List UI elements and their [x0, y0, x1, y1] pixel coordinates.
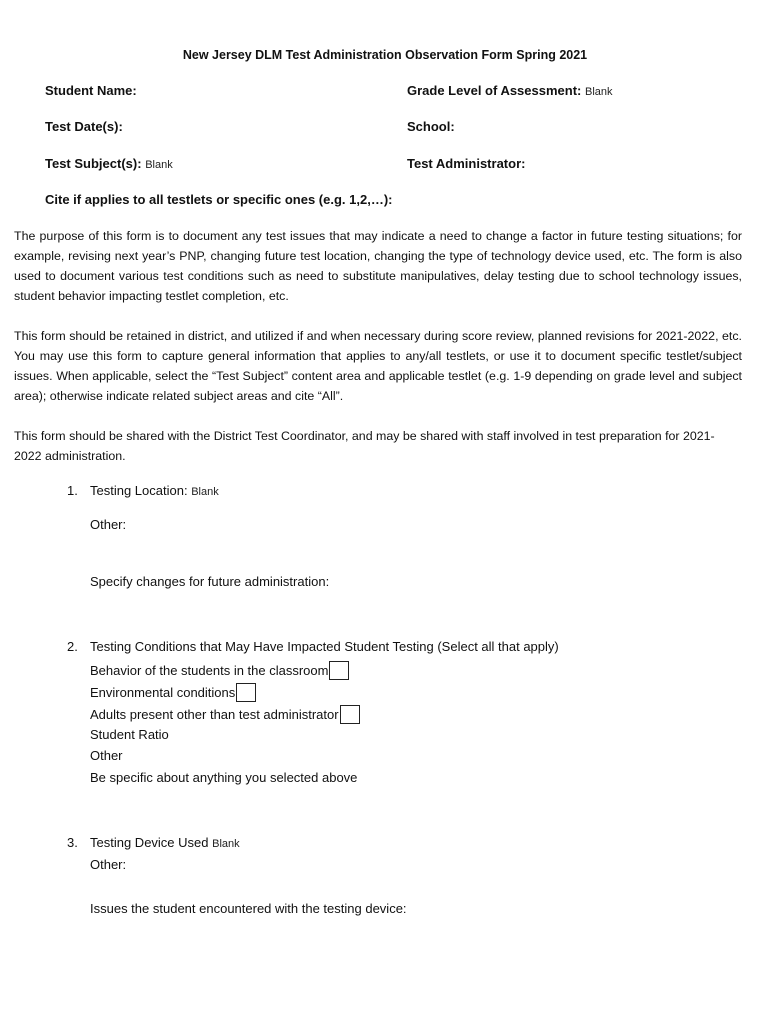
test-subjects-value[interactable]: Blank [145, 159, 173, 171]
cite-testlets-field[interactable]: Cite if applies to all testlets or specific ones (e.g. 1,2,…): [45, 192, 393, 207]
student-name-field[interactable]: Student Name: [45, 83, 137, 98]
behavior-checkbox[interactable] [329, 661, 349, 680]
retention-paragraph: This form should be retained in district, and utilized if and when necessary during score review, planned revisions for 2021-2022, etc. You may use this form to capture general information that applies to any/all testlets, or use it to document specific testlet/subject issues. When applicable, select the “Test Subject” content area and applicable testlet (e.g. 1-9 depending on grade level and subject area); otherwise indicate related subject areas and cite “All”. [14, 329, 742, 403]
condition-option[interactable] [90, 661, 349, 680]
student-name-label: Student Name [45, 83, 133, 98]
testing-device-value[interactable]: Blank [212, 838, 240, 850]
test-administrator-field[interactable]: Test Administrator: [407, 156, 526, 171]
testing-device-other[interactable]: Other: [90, 857, 127, 872]
testing-location-field[interactable] [90, 483, 219, 498]
test-subjects-field[interactable]: Test Subject(s): Blank [45, 156, 173, 171]
device-issues-field[interactable]: Issues the student encountered with the testing device: [90, 901, 407, 916]
student-ratio-field[interactable]: Student Ratio [90, 727, 169, 742]
testing-conditions-heading: Testing Conditions that May Have Impacted Student Testing (Select all that apply) [90, 639, 559, 654]
grade-level-label: Grade Level of Assessment [407, 83, 578, 98]
conditions-specifics-field[interactable]: Be specific about anything you selected above [90, 770, 358, 785]
grade-level-value[interactable]: Blank [585, 86, 613, 98]
testing-location-value[interactable]: Blank [191, 486, 219, 498]
environmental-checkbox[interactable] [236, 683, 256, 702]
test-dates-label: Test Date(s) [45, 119, 119, 134]
school-label: School [407, 119, 451, 134]
testing-device-label: Testing Device Used [90, 835, 209, 850]
cite-testlets-label: Cite if applies to all testlets or specific ones (e.g. 1,2,…) [45, 192, 389, 207]
school-field[interactable]: School: [407, 119, 455, 134]
condition-adults-label: Adults present other than test administrator [90, 707, 339, 722]
section-2-number: 2. [67, 639, 78, 654]
test-dates-field[interactable]: Test Date(s): [45, 119, 123, 134]
condition-option[interactable] [90, 705, 360, 724]
condition-environmental-label: Environmental conditions [90, 685, 236, 700]
adults-checkbox[interactable] [340, 705, 360, 724]
future-changes-field[interactable]: Specify changes for future administration: [90, 574, 330, 589]
section-3-number: 3. [67, 835, 78, 850]
testing-location-label: Testing Location: [90, 483, 188, 498]
sharing-paragraph: This form should be shared with the District Test Coordinator, and may be shared with staff involved in test preparation for 2021-2022 administration. [14, 429, 715, 463]
test-subjects-label: Test Subject(s) [45, 156, 138, 171]
conditions-other-field[interactable]: Other [90, 748, 123, 763]
condition-behavior-label: Behavior of the students in the classroom [90, 663, 329, 678]
page-title: New Jersey DLM Test Administration Observation Form Spring 2021 [182, 48, 588, 62]
grade-level-field[interactable]: Grade Level of Assessment: Blank [407, 83, 613, 98]
testing-location-other[interactable]: Other: [90, 517, 127, 532]
purpose-paragraph: The purpose of this form is to document any test issues that may indicate a need to change a factor in future testing situations; for example, revising next year’s PNP, changing future test location, changing the type of technology device used, etc. The form is also used to document various test conditions such as need to substitute manipulatives, delay testing due to school technology issues, student behavior impacting testlet completion, etc. [14, 229, 742, 303]
section-1-number: 1. [67, 483, 78, 498]
condition-option[interactable] [90, 683, 256, 702]
testing-device-field[interactable] [90, 835, 240, 850]
test-administrator-label: Test Administrator [407, 156, 522, 171]
